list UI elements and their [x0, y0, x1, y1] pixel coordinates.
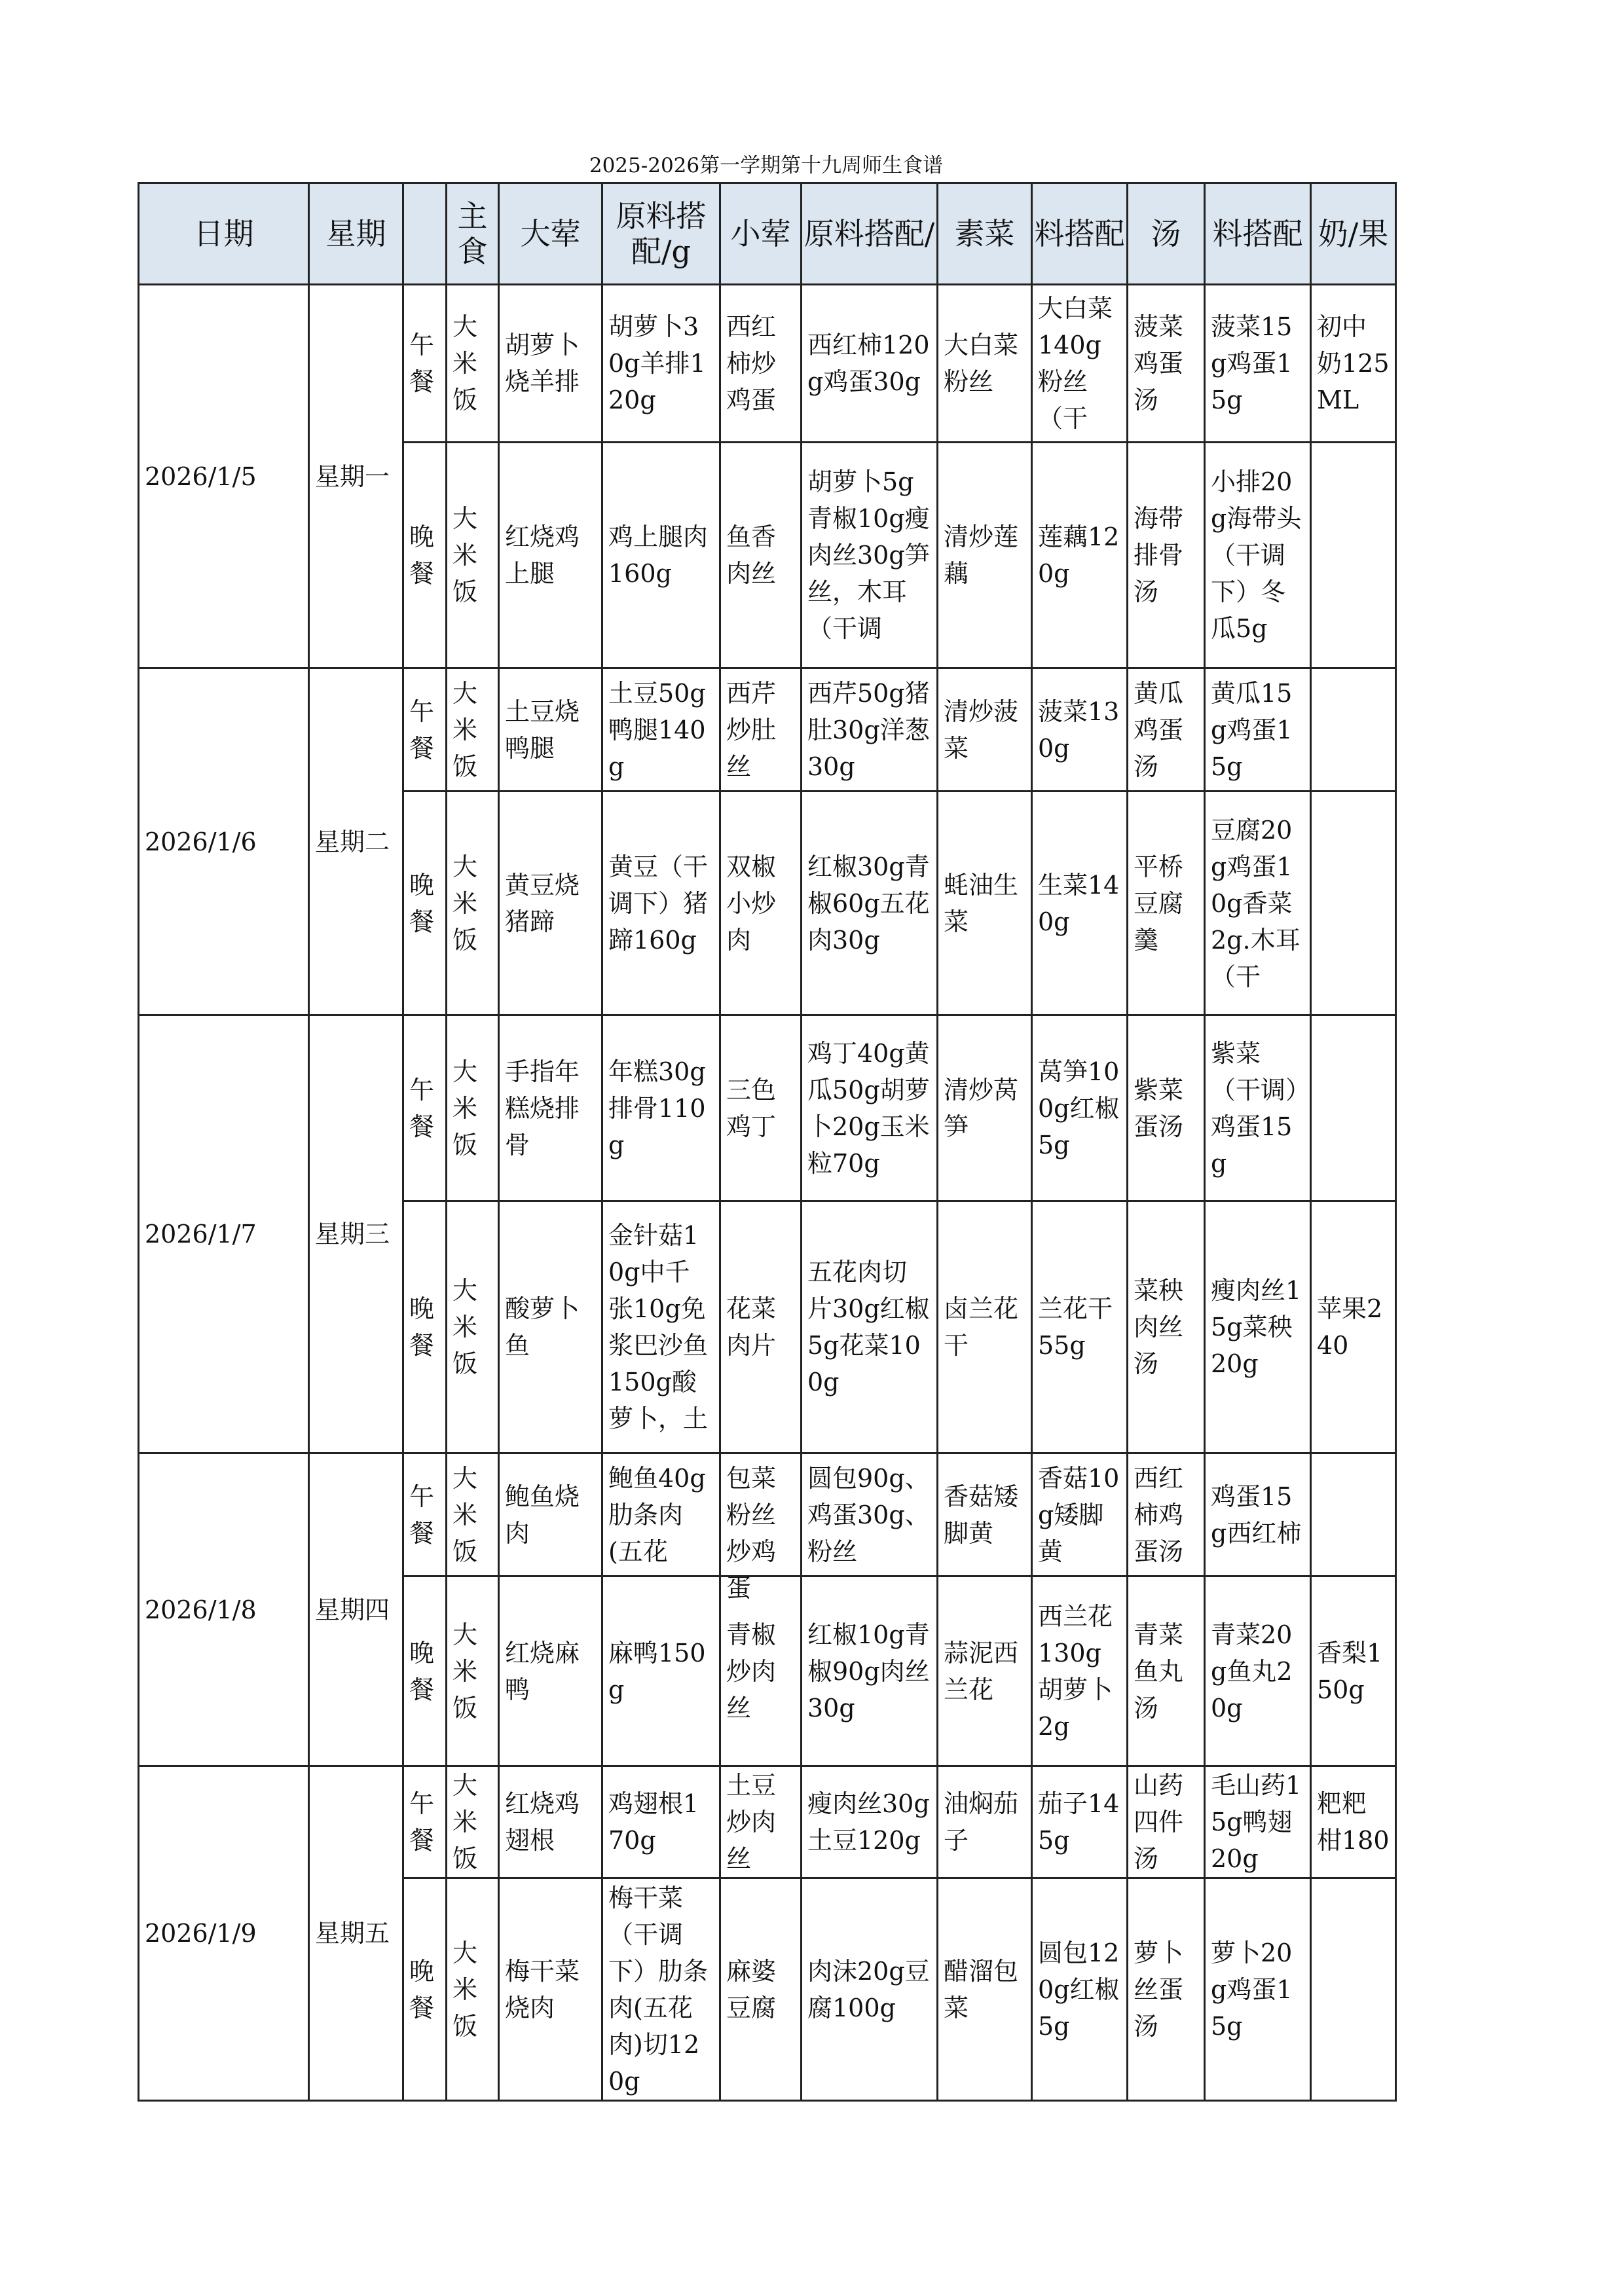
- small-dish-cell: [720, 1766, 802, 1878]
- veg-ingredients-text: 菠菜130g: [1038, 697, 1120, 763]
- vegetable-cell: 醋溜包菜: [938, 1878, 1032, 2101]
- vegetable-cell: 蚝油生菜: [938, 792, 1032, 1015]
- main-ingredients-text: 金针菇10g中千张10g免浆巴沙鱼150g酸萝卜，土: [608, 1221, 709, 1433]
- small-ingredients-cell: [802, 668, 938, 792]
- vegetable-cell: 香菇矮脚黄: [938, 1453, 1032, 1576]
- table-row: [139, 1766, 1396, 1878]
- veg-ingredients-cell: [1032, 1201, 1128, 1453]
- veg-ingredients-cell: [1032, 443, 1128, 668]
- soup-ingredients-text: 紫菜（干调）鸡蛋15g: [1211, 1038, 1299, 1178]
- veg-ingredients-text: 香菇10g矮脚黄: [1038, 1463, 1120, 1566]
- soup-ingredients-cell: [1205, 1015, 1311, 1201]
- main-ingredients-cell: 鸡翅根170g: [602, 1766, 720, 1878]
- meal-cell: 午餐: [403, 285, 447, 443]
- vegetable-cell: 清炒莲藕: [938, 443, 1032, 668]
- soup-ingredients-cell: [1205, 1576, 1311, 1766]
- soup-cell: 菜秧肉丝汤: [1128, 1201, 1205, 1453]
- staple-cell: 大米饭: [447, 1015, 499, 1201]
- soup-ingredients-text: 小排20g海带头（干调下）冬瓜5g: [1211, 467, 1302, 643]
- milk-fruit-cell: [1311, 1201, 1396, 1453]
- soup-ingredients-text: 青菜20g鱼丸20g: [1211, 1620, 1293, 1722]
- small-ingredients-text: 圆包90g、鸡蛋30g、粉丝: [807, 1463, 930, 1566]
- vegetable-cell: 卤兰花干: [938, 1201, 1032, 1453]
- soup-cell: 西红柿鸡蛋汤: [1128, 1453, 1205, 1576]
- veg-ingredients-text: 生菜140g: [1038, 870, 1120, 936]
- main-dish-cell: 土豆烧鸭腿: [499, 668, 602, 792]
- weekday-cell: 星期三: [309, 1015, 403, 1453]
- main-dish-cell: 红烧鸡上腿: [499, 443, 602, 668]
- menu-table: [138, 182, 1397, 2102]
- vegetable-cell: 清炒菠菜: [938, 668, 1032, 792]
- veg-ingredients-cell: [1032, 1453, 1128, 1576]
- soup-cell: [1128, 1766, 1205, 1878]
- header-meal: [403, 183, 447, 285]
- small-dish-cell: 双椒小炒肉: [720, 792, 802, 1015]
- small-ingredients-cell: [802, 1576, 938, 1766]
- weekday-cell: 星期五: [309, 1766, 403, 2101]
- soup-cell: 黄瓜鸡蛋汤: [1128, 668, 1205, 792]
- small-dish-cell: 西红柿炒鸡蛋: [720, 285, 802, 443]
- small-ingredients-text: 红椒30g青椒60g五花肉30g: [807, 852, 930, 955]
- weekday-cell: 星期四: [309, 1453, 403, 1766]
- small-ingredients-cell: [802, 1201, 938, 1453]
- vegetable-cell: 清炒莴笋: [938, 1015, 1032, 1201]
- soup-ingredients-cell: [1205, 1766, 1311, 1878]
- header-soup: 汤: [1128, 183, 1205, 285]
- meal-cell: 午餐: [403, 1015, 447, 1201]
- meal-cell: 晚餐: [403, 443, 447, 668]
- main-ingredients-text: 黄豆（干调下）猪蹄160g: [608, 852, 709, 955]
- main-ingredients-text: 年糕30g排骨110g: [608, 1057, 706, 1159]
- small-dish-cell: 西芹炒肚丝: [720, 668, 802, 792]
- main-dish-cell: 酸萝卜鱼: [499, 1201, 602, 1453]
- veg-ingredients-cell: [1032, 1576, 1128, 1766]
- header-main-dish: 大荤: [499, 183, 602, 285]
- soup-ingredients-text: 黄瓜15g鸡蛋15g: [1211, 678, 1293, 781]
- milk-fruit-cell: [1311, 1453, 1396, 1576]
- staple-cell: 大米饭: [447, 1766, 499, 1878]
- milk-fruit-text: 苹果240: [1317, 1294, 1383, 1360]
- date-cell: 2026/1/9: [139, 1766, 309, 2101]
- soup-cell: 海带排骨汤: [1128, 443, 1205, 668]
- soup-cell: 萝卜丝蛋汤: [1128, 1878, 1205, 2101]
- veg-ingredients-text: 兰花干55g: [1038, 1294, 1113, 1360]
- header-small-ingredients: 原料搭配/: [802, 183, 938, 285]
- soup-ingredients-cell: [1205, 285, 1311, 443]
- meal-cell: 午餐: [403, 668, 447, 792]
- main-ingredients-cell: [602, 1453, 720, 1576]
- veg-ingredients-cell: 茄子145g: [1032, 1766, 1128, 1878]
- header-milk-fruit: 奶/果: [1311, 183, 1396, 285]
- veg-ingredients-cell: [1032, 792, 1128, 1015]
- date-cell: 2026/1/8: [139, 1453, 309, 1766]
- milk-fruit-text: 粑粑柑180: [1317, 1789, 1390, 1855]
- table-row: [139, 285, 1396, 443]
- staple-cell: 大米饭: [447, 285, 499, 443]
- small-ingredients-cell: [802, 792, 938, 1015]
- small-ingredients-cell: [802, 1015, 938, 1201]
- soup-cell: 青菜鱼丸汤: [1128, 1576, 1205, 1766]
- small-ingredients-cell: [802, 443, 938, 668]
- header-main-ingredients: 原料搭配/g: [602, 183, 720, 285]
- milk-fruit-cell: [1311, 1878, 1396, 2101]
- small-dish-cell: [720, 1453, 802, 1603]
- milk-fruit-cell: [1311, 1766, 1396, 1878]
- main-ingredients-cell: [602, 1015, 720, 1201]
- milk-fruit-text: 初中奶125ML: [1317, 312, 1390, 414]
- header-small-dish: 小荤: [720, 183, 802, 285]
- soup-ingredients-cell: [1205, 668, 1311, 792]
- main-ingredients-cell: [602, 1878, 720, 2101]
- soup-cell: 菠菜鸡蛋汤: [1128, 285, 1205, 443]
- date-cell: 2026/1/6: [139, 668, 309, 1015]
- soup-ingredients-text: 瘦肉丝15g菜秧20g: [1211, 1276, 1302, 1378]
- main-ingredients-cell: [602, 443, 720, 668]
- small-ingredients-text: 西芹50g猪肚30g洋葱30g: [807, 678, 930, 781]
- small-ingredients-text: 鸡丁40g黄瓜50g胡萝卜20g玉米粒70g: [807, 1038, 930, 1178]
- staple-cell: 大米饭: [447, 1453, 499, 1576]
- meal-cell: 晚餐: [403, 1201, 447, 1453]
- soup-ingredients-text: 毛山药15g鸭翅20g: [1211, 1771, 1302, 1873]
- header-staple: 主食: [447, 183, 499, 285]
- table-row: [139, 668, 1396, 792]
- main-dish-cell: 梅干菜烧肉: [499, 1878, 602, 2101]
- header-weekday: 星期: [309, 183, 403, 285]
- soup-ingredients-cell: [1205, 1201, 1311, 1453]
- veg-ingredients-cell: [1032, 285, 1128, 443]
- small-ingredients-cell: 肉沫20g豆腐100g: [802, 1878, 938, 2101]
- small-ingredients-text: 红椒10g青椒90g肉丝30g: [807, 1620, 930, 1722]
- soup-ingredients-cell: [1205, 443, 1311, 668]
- staple-cell: 大米饭: [447, 1576, 499, 1766]
- soup-cell: 平桥豆腐羹: [1128, 792, 1205, 1015]
- small-dish-cell: 鱼香肉丝: [720, 443, 802, 668]
- date-cell: 2026/1/7: [139, 1015, 309, 1453]
- main-dish-cell: 红烧鸡翅根: [499, 1766, 602, 1878]
- main-ingredients-cell: [602, 1201, 720, 1453]
- veg-ingredients-text: 西兰花130g胡萝卜2g: [1038, 1601, 1113, 1741]
- milk-fruit-cell: [1311, 792, 1396, 1015]
- main-ingredients-text: 鲍鱼40g肋条肉(五花: [608, 1463, 706, 1566]
- small-ingredients-cell: [802, 1453, 938, 1576]
- header-soup-ingredients: 料搭配: [1205, 183, 1311, 285]
- main-ingredients-cell: 麻鸭150g: [602, 1576, 720, 1766]
- main-dish-cell: 红烧麻鸭: [499, 1576, 602, 1766]
- milk-fruit-cell: [1311, 1015, 1396, 1201]
- meal-cell: 晚餐: [403, 1878, 447, 2101]
- main-dish-cell: 胡萝卜烧羊排: [499, 285, 602, 443]
- meal-cell: 晚餐: [403, 1576, 447, 1766]
- main-ingredients-cell: [602, 792, 720, 1015]
- vegetable-cell: 大白菜粉丝: [938, 285, 1032, 443]
- date-cell: 2026/1/5: [139, 285, 309, 668]
- main-ingredients-cell: [602, 668, 720, 792]
- main-dish-cell: 黄豆烧猪蹄: [499, 792, 602, 1015]
- header-vegetable: 素菜: [938, 183, 1032, 285]
- table-row: [139, 1453, 1396, 1576]
- header-veg-ingredients: 料搭配: [1032, 183, 1128, 285]
- main-ingredients-text: 梅干菜（干调下）肋条肉(五花肉)切120g: [608, 1883, 709, 2096]
- small-dish-text: 土豆炒肉丝: [726, 1771, 777, 1873]
- veg-ingredients-cell: 圆包120g红椒5g: [1032, 1878, 1128, 2101]
- veg-ingredients-text: 大白菜140g粉丝（干: [1038, 294, 1113, 433]
- soup-ingredients-text: 豆腐20g鸡蛋10g香菜2g.木耳（干: [1211, 815, 1301, 991]
- milk-fruit-text: 香梨150g: [1317, 1638, 1383, 1704]
- small-dish-cell: 花菜肉片: [720, 1201, 802, 1453]
- staple-cell: 大米饭: [447, 1878, 499, 2101]
- small-dish-cell: 三色鸡丁: [720, 1015, 802, 1201]
- soup-text: 山药四件汤: [1134, 1771, 1184, 1873]
- staple-cell: 大米饭: [447, 443, 499, 668]
- soup-ingredients-cell: 萝卜20g鸡蛋15g: [1205, 1878, 1311, 2101]
- weekday-cell: 星期一: [309, 285, 403, 668]
- staple-cell: 大米饭: [447, 1201, 499, 1453]
- soup-cell: 紫菜蛋汤: [1128, 1015, 1205, 1201]
- veg-ingredients-cell: [1032, 1015, 1128, 1201]
- vegetable-cell: 蒜泥西兰花: [938, 1576, 1032, 1766]
- meal-cell: 午餐: [403, 1766, 447, 1878]
- milk-fruit-cell: [1311, 443, 1396, 668]
- small-ingredients-text: 五花肉切片30g红椒5g花菜100g: [807, 1258, 930, 1396]
- table-row: [139, 1015, 1396, 1201]
- main-dish-cell: 手指年糕烧排骨: [499, 1015, 602, 1201]
- milk-fruit-cell: [1311, 668, 1396, 792]
- milk-fruit-cell: [1311, 1576, 1396, 1766]
- soup-ingredients-cell: [1205, 792, 1311, 1015]
- small-dish-text: 包菜粉丝炒鸡蛋: [726, 1463, 777, 1603]
- main-ingredients-cell: [602, 285, 720, 443]
- weekday-cell: 星期二: [309, 668, 403, 1015]
- veg-ingredients-text: 莲藕120g: [1038, 522, 1120, 588]
- page-title: 2025-2026第一学期第十九周师生食谱: [589, 154, 944, 177]
- header-row: [139, 183, 1396, 285]
- veg-ingredients-cell: [1032, 668, 1128, 792]
- small-ingredients-text: 胡萝卜5g青椒10g瘦肉丝30g笋丝，木耳（干调: [807, 467, 930, 643]
- small-ingredients-cell: [802, 285, 938, 443]
- soup-ingredients-text: 鸡蛋15g西红柿: [1211, 1482, 1302, 1548]
- main-ingredients-text: 鸡上腿肉160g: [608, 522, 709, 588]
- small-ingredients-cell: 瘦肉丝30g土豆120g: [802, 1766, 938, 1878]
- soup-ingredients-text: 菠菜15g鸡蛋15g: [1211, 312, 1293, 414]
- veg-ingredients-text: 莴笋100g红椒5g: [1038, 1057, 1120, 1159]
- staple-cell: 大米饭: [447, 668, 499, 792]
- meal-cell: 午餐: [403, 1453, 447, 1576]
- vegetable-cell: 油焖茄子: [938, 1766, 1032, 1878]
- small-ingredients-text: 西红柿120g鸡蛋30g: [807, 331, 930, 396]
- meal-cell: 晚餐: [403, 792, 447, 1015]
- main-ingredients-text: 胡萝卜30g羊排120g: [608, 312, 706, 414]
- main-dish-cell: 鲍鱼烧肉: [499, 1453, 602, 1576]
- header-date: 日期: [139, 183, 309, 285]
- small-dish-cell: 青椒炒肉丝: [720, 1576, 802, 1766]
- main-ingredients-text: 土豆50g鸭腿140g: [608, 678, 706, 781]
- small-dish-cell: 麻婆豆腐: [720, 1878, 802, 2101]
- soup-ingredients-cell: [1205, 1453, 1311, 1576]
- staple-cell: 大米饭: [447, 792, 499, 1015]
- milk-fruit-cell: [1311, 285, 1396, 443]
